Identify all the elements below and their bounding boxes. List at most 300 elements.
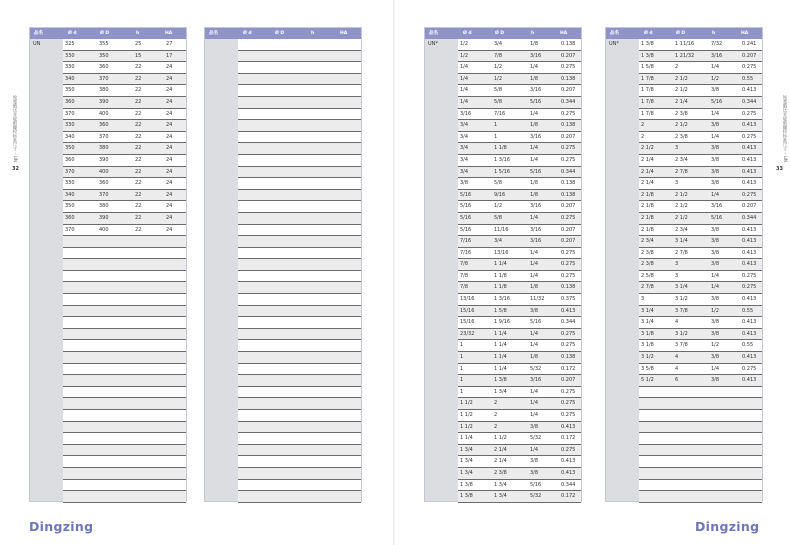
cell-ha: 0.275 (561, 156, 576, 163)
cell-d: 1 3/4 (460, 446, 473, 453)
cell-h: 3/8 (711, 238, 720, 245)
cell-D: 9/16 (494, 191, 506, 198)
cell-h: 3/8 (711, 296, 720, 303)
cell-D: 2 1/2 (675, 214, 688, 221)
table-row (238, 143, 361, 155)
table-header (205, 28, 361, 39)
table-row (639, 51, 762, 63)
table-row (63, 259, 186, 271)
brand-logo-right: Dingzing (695, 519, 760, 534)
cell-d: 360 (65, 156, 75, 163)
name-column (205, 39, 238, 501)
cell-h: 1/4 (530, 156, 539, 163)
table-row (63, 236, 186, 248)
cell-d: 330 (65, 180, 75, 187)
cell-D: 350 (99, 52, 109, 59)
cell-d: 2 1/8 (641, 214, 654, 221)
cell-D: 400 (99, 110, 109, 117)
table-row (63, 433, 186, 445)
table-row (639, 306, 762, 318)
cell-D: 1 1/4 (494, 354, 507, 361)
cell-d: 330 (65, 64, 75, 71)
table-row (238, 329, 361, 341)
cell-ha: 0.344 (742, 214, 757, 221)
cell-D: 1 3/4 (494, 388, 507, 395)
header-D: Ø D (495, 31, 505, 36)
cell-d: 1 7/8 (641, 98, 654, 105)
cell-h: 22 (135, 168, 142, 175)
cell-ha: 0.138 (561, 75, 576, 82)
cell-h: 22 (135, 64, 142, 71)
cell-h: 22 (135, 156, 142, 163)
cell-D: 4 (675, 365, 679, 372)
header-name: 品名 (34, 31, 43, 36)
cell-D: 390 (99, 214, 109, 221)
cell-ha: 0.172 (561, 435, 576, 442)
table-row (458, 143, 581, 155)
table-row (63, 167, 186, 179)
table-row (63, 109, 186, 121)
table-row (63, 340, 186, 352)
cell-d: 1 5/8 (641, 64, 654, 71)
table-row (639, 39, 762, 51)
table-row (63, 201, 186, 213)
table-row (639, 178, 762, 190)
table-row (458, 190, 581, 202)
table-row (63, 143, 186, 155)
table-row (238, 201, 361, 213)
table-row (63, 51, 186, 63)
cell-D: 7/8 (494, 52, 503, 59)
table-row (458, 167, 581, 179)
table-row (238, 306, 361, 318)
table-row (458, 317, 581, 329)
cell-D: 380 (99, 203, 109, 210)
cell-ha: 0.344 (561, 98, 576, 105)
cell-h: 5/16 (711, 98, 723, 105)
cell-ha: 0.413 (742, 319, 757, 326)
cell-h: 1/4 (711, 110, 720, 117)
cell-D: 3 (675, 261, 679, 268)
cell-d: 1 7/8 (641, 75, 654, 82)
cell-h: 3/16 (530, 133, 542, 140)
cell-ha: 24 (166, 122, 173, 129)
cell-d: 7/8 (460, 272, 469, 279)
cell-d: 2 7/8 (641, 284, 654, 291)
cell-ha: 0.275 (561, 400, 576, 407)
cell-ha: 0.413 (742, 261, 757, 268)
table-row (639, 398, 762, 410)
cell-d: 3 5/8 (641, 365, 654, 372)
table-row (458, 39, 581, 51)
cell-ha: 0.138 (561, 122, 576, 129)
cell-d: 325 (65, 41, 75, 47)
cell-ha: 24 (166, 75, 173, 82)
cell-ha: 0.375 (561, 296, 576, 303)
cell-D: 1 1/4 (494, 261, 507, 268)
cell-ha: 0.413 (742, 122, 757, 129)
cell-h: 1/2 (711, 307, 720, 314)
table-row (458, 375, 581, 387)
cell-d: 360 (65, 214, 75, 221)
cell-ha: 24 (166, 98, 173, 105)
cell-d: 340 (65, 133, 75, 140)
table-row (238, 445, 361, 457)
cell-ha: 0.275 (742, 284, 757, 291)
name-column (606, 39, 639, 501)
cell-h: 3/16 (530, 52, 542, 59)
cell-ha: 0.207 (742, 52, 757, 59)
cell-h: 22 (135, 87, 142, 94)
cell-d: 15/16 (460, 319, 475, 326)
cell-ha: 0.275 (561, 64, 576, 71)
table-row (458, 213, 581, 225)
cell-ha: 0.207 (561, 377, 576, 384)
table-row (639, 329, 762, 341)
cell-h: 5/16 (530, 168, 542, 175)
table-row (238, 178, 361, 190)
cell-D: 1/2 (494, 203, 503, 210)
cell-D: 3 7/8 (675, 342, 688, 349)
cell-ha: 0.275 (561, 145, 576, 152)
table-row (238, 387, 361, 399)
product-name: UN* (609, 41, 619, 47)
cell-h: 3/8 (530, 423, 539, 430)
cell-D: 1 (494, 133, 498, 140)
cell-ha: 0.207 (742, 203, 757, 210)
cell-D: 2 (494, 423, 498, 430)
cell-D: 2 1/2 (675, 87, 688, 94)
cell-ha: 0.275 (561, 272, 576, 279)
cell-h: 1/4 (530, 388, 539, 395)
cell-ha: 0.413 (561, 423, 576, 430)
table-row (458, 352, 581, 364)
table-row (458, 236, 581, 248)
table-row (63, 85, 186, 97)
cell-D: 2 7/8 (675, 168, 688, 175)
cell-D: 390 (99, 98, 109, 105)
table-row (238, 85, 361, 97)
table-row (63, 491, 186, 503)
table-row (63, 62, 186, 74)
table-body (458, 39, 581, 501)
cell-h: 3/8 (711, 261, 720, 268)
cell-d: 3 1/2 (641, 354, 654, 361)
cell-h: 1/8 (530, 180, 539, 187)
cell-D: 2 1/2 (675, 191, 688, 198)
cell-h: 22 (135, 98, 142, 105)
name-column (425, 39, 458, 501)
cell-ha: 0.275 (561, 214, 576, 221)
table-row (639, 201, 762, 213)
table-row (238, 190, 361, 202)
cell-h: 22 (135, 133, 142, 140)
cell-ha: 0.413 (742, 330, 757, 337)
cell-d: 370 (65, 226, 75, 233)
cell-D: 3 7/8 (675, 307, 688, 314)
header-ha: HA (165, 31, 173, 36)
cell-ha: 24 (166, 214, 173, 221)
table-row (63, 271, 186, 283)
cell-h: 3/8 (711, 156, 720, 163)
cell-d: 2 (641, 122, 645, 129)
cell-D: 360 (99, 122, 109, 129)
cell-ha: 0.413 (742, 168, 757, 175)
cell-D: 5/8 (494, 180, 503, 187)
cell-h: 3/8 (711, 377, 720, 384)
cell-ha: 0.413 (742, 156, 757, 163)
table-row (63, 120, 186, 132)
cell-d: 15/16 (460, 307, 475, 314)
table-row (458, 109, 581, 121)
cell-d: 3/4 (460, 122, 469, 129)
cell-ha: 0.344 (561, 168, 576, 175)
cell-D: 2 1/2 (675, 203, 688, 210)
cell-h: 5/32 (530, 435, 542, 442)
cell-ha: 0.413 (742, 238, 757, 245)
table-row (63, 39, 186, 51)
cell-ha: 0.413 (742, 249, 757, 256)
cell-d: 3 1/8 (641, 342, 654, 349)
table-row (63, 155, 186, 167)
cell-h: 3/8 (711, 319, 720, 326)
cell-ha: 0.413 (561, 469, 576, 476)
cell-d: 350 (65, 203, 75, 210)
cell-d: 3/4 (460, 133, 469, 140)
cell-d: 3/16 (460, 110, 472, 117)
right-page-number: 33 (776, 166, 783, 172)
cell-h: 1/2 (711, 75, 720, 82)
cell-h: 22 (135, 180, 142, 187)
header-d: Ø d (68, 31, 77, 36)
cell-ha: 0.275 (742, 133, 757, 140)
cell-h: 7/32 (711, 41, 723, 47)
cell-D: 1 1/4 (494, 330, 507, 337)
table-row (639, 294, 762, 306)
table-row (458, 306, 581, 318)
cell-d: 2 1/8 (641, 203, 654, 210)
cell-d: 3 1/4 (641, 307, 654, 314)
cell-d: 3/4 (460, 168, 469, 175)
cell-ha: 0.275 (742, 272, 757, 279)
table-row (238, 97, 361, 109)
cell-d: 1/4 (460, 75, 469, 82)
table-row (639, 167, 762, 179)
table-row (63, 375, 186, 387)
cell-D: 2 1/2 (675, 122, 688, 129)
header-h: h (531, 31, 535, 36)
table-row (238, 132, 361, 144)
cell-ha: 0.172 (561, 493, 576, 500)
table-row (63, 178, 186, 190)
cell-h: 5/32 (530, 365, 542, 372)
table-row (458, 282, 581, 294)
cell-D: 3 (675, 145, 679, 152)
cell-d: 7/16 (460, 238, 472, 245)
table-row (63, 422, 186, 434)
table-row (63, 213, 186, 225)
cell-h: 1/4 (530, 330, 539, 337)
cell-d: 5/16 (460, 203, 472, 210)
cell-h: 1/4 (711, 365, 720, 372)
cell-ha: 0.275 (742, 365, 757, 372)
cell-h: 15 (135, 52, 142, 59)
cell-d: 3 1/4 (641, 319, 654, 326)
cell-h: 3/16 (530, 87, 542, 94)
cell-d: 3/4 (460, 145, 469, 152)
header-d: Ø d (463, 31, 472, 36)
cell-ha: 0.413 (742, 354, 757, 361)
cell-ha: 24 (166, 110, 173, 117)
cell-h: 1/4 (530, 446, 539, 453)
table-row (63, 306, 186, 318)
table-row (238, 410, 361, 422)
header-d: Ø d (644, 31, 653, 36)
cell-D: 1 5/8 (494, 307, 507, 314)
cell-h: 1/8 (530, 122, 539, 129)
cell-d: 2 1/4 (641, 156, 654, 163)
cell-h: 1/4 (530, 214, 539, 221)
cell-D: 1 1/2 (494, 435, 507, 442)
cell-h: 3/8 (711, 226, 720, 233)
cell-h: 1/8 (530, 41, 539, 47)
cell-D: 2 1/2 (675, 75, 688, 82)
cell-D: 1 (494, 122, 498, 129)
cell-ha: 24 (166, 180, 173, 187)
cell-ha: 24 (166, 168, 173, 175)
table-row (639, 375, 762, 387)
cell-d: 2 1/4 (641, 180, 654, 187)
header-D: Ø D (676, 31, 686, 36)
cell-h: 3/8 (711, 180, 720, 187)
cell-h: 1/4 (530, 272, 539, 279)
table-row (639, 155, 762, 167)
table-row (458, 51, 581, 63)
cell-h: 1/4 (530, 261, 539, 268)
table-un-imperial-1 (424, 27, 582, 502)
cell-ha: 0.275 (561, 261, 576, 268)
table-row (238, 74, 361, 86)
cell-h: 1/4 (530, 110, 539, 117)
left-page-number: 32 (12, 166, 19, 172)
left-side-caption: 埃塞俄比亚轮毂螺栓标准尺寸 – UN (12, 95, 17, 163)
cell-h: 5/16 (530, 319, 542, 326)
cell-h: 1/4 (711, 133, 720, 140)
cell-h: 3/8 (530, 458, 539, 465)
table-row (639, 85, 762, 97)
cell-D: 390 (99, 156, 109, 163)
header-ha: HA (340, 31, 348, 36)
cell-d: 5/16 (460, 191, 472, 198)
cell-d: 330 (65, 52, 75, 59)
cell-D: 355 (99, 41, 109, 47)
cell-D: 3 1/2 (675, 296, 688, 303)
cell-D: 400 (99, 226, 109, 233)
cell-h: 3/8 (530, 307, 539, 314)
cell-ha: 0.344 (561, 319, 576, 326)
table-row (458, 387, 581, 399)
cell-D: 3/4 (494, 238, 503, 245)
cell-d: 2 5/8 (641, 272, 654, 279)
table-row (458, 155, 581, 167)
cell-h: 22 (135, 226, 142, 233)
table-row (458, 259, 581, 271)
cell-D: 380 (99, 145, 109, 152)
cell-D: 2 3/4 (675, 156, 688, 163)
cell-h: 3/8 (711, 168, 720, 175)
cell-h: 5/16 (530, 98, 542, 105)
cell-d: 1 1/4 (460, 435, 473, 442)
cell-h: 1/4 (711, 272, 720, 279)
cell-D: 13/16 (494, 249, 509, 256)
cell-d: 2 3/8 (641, 249, 654, 256)
cell-D: 2 1/4 (675, 98, 688, 105)
cell-ha: 0.413 (742, 226, 757, 233)
cell-ha: 0.275 (742, 191, 757, 198)
cell-d: 1 (460, 342, 464, 349)
table-row (238, 433, 361, 445)
table-row (238, 317, 361, 329)
table-row (63, 456, 186, 468)
cell-d: 1 1/2 (460, 423, 473, 430)
table-row (639, 340, 762, 352)
cell-D: 1 3/16 (494, 156, 510, 163)
cell-ha: 0.275 (561, 412, 576, 418)
table-row (458, 271, 581, 283)
table-row (458, 201, 581, 213)
cell-D: 360 (99, 180, 109, 187)
cell-D: 2 (494, 400, 498, 407)
cell-D: 1 21/32 (675, 52, 695, 59)
header-h: h (311, 31, 315, 36)
cell-D: 2 3/8 (494, 469, 507, 476)
table-row (639, 213, 762, 225)
table-row (63, 190, 186, 202)
cell-ha: 0.275 (561, 249, 576, 256)
cell-D: 360 (99, 64, 109, 71)
table-row (238, 468, 361, 480)
table-row (458, 120, 581, 132)
cell-d: 1 3/4 (460, 458, 473, 465)
cell-h: 1/4 (711, 191, 720, 198)
table-row (458, 225, 581, 237)
table-body (63, 39, 186, 501)
cell-ha: 0.138 (561, 41, 576, 47)
table-empty (204, 27, 362, 502)
cell-ha: 27 (166, 41, 173, 47)
cell-d: 2 (641, 133, 645, 140)
table-row (458, 422, 581, 434)
cell-d: 3/8 (460, 180, 469, 187)
table-row (639, 491, 762, 503)
cell-D: 3 1/4 (675, 284, 688, 291)
cell-d: 3/4 (460, 156, 469, 163)
cell-h: 11/32 (530, 296, 545, 303)
header-h: h (136, 31, 140, 36)
cell-d: 1 3/8 (641, 52, 654, 59)
cell-D: 4 (675, 319, 679, 326)
table-row (238, 456, 361, 468)
cell-D: 400 (99, 168, 109, 175)
cell-D: 2 (494, 412, 498, 418)
cell-d: 7/8 (460, 284, 469, 291)
cell-h: 3/16 (530, 238, 542, 245)
cell-D: 3 1/4 (675, 238, 688, 245)
cell-D: 3 (675, 180, 679, 187)
header-d: Ø d (243, 31, 252, 36)
table-row (458, 410, 581, 422)
table-row (458, 132, 581, 144)
